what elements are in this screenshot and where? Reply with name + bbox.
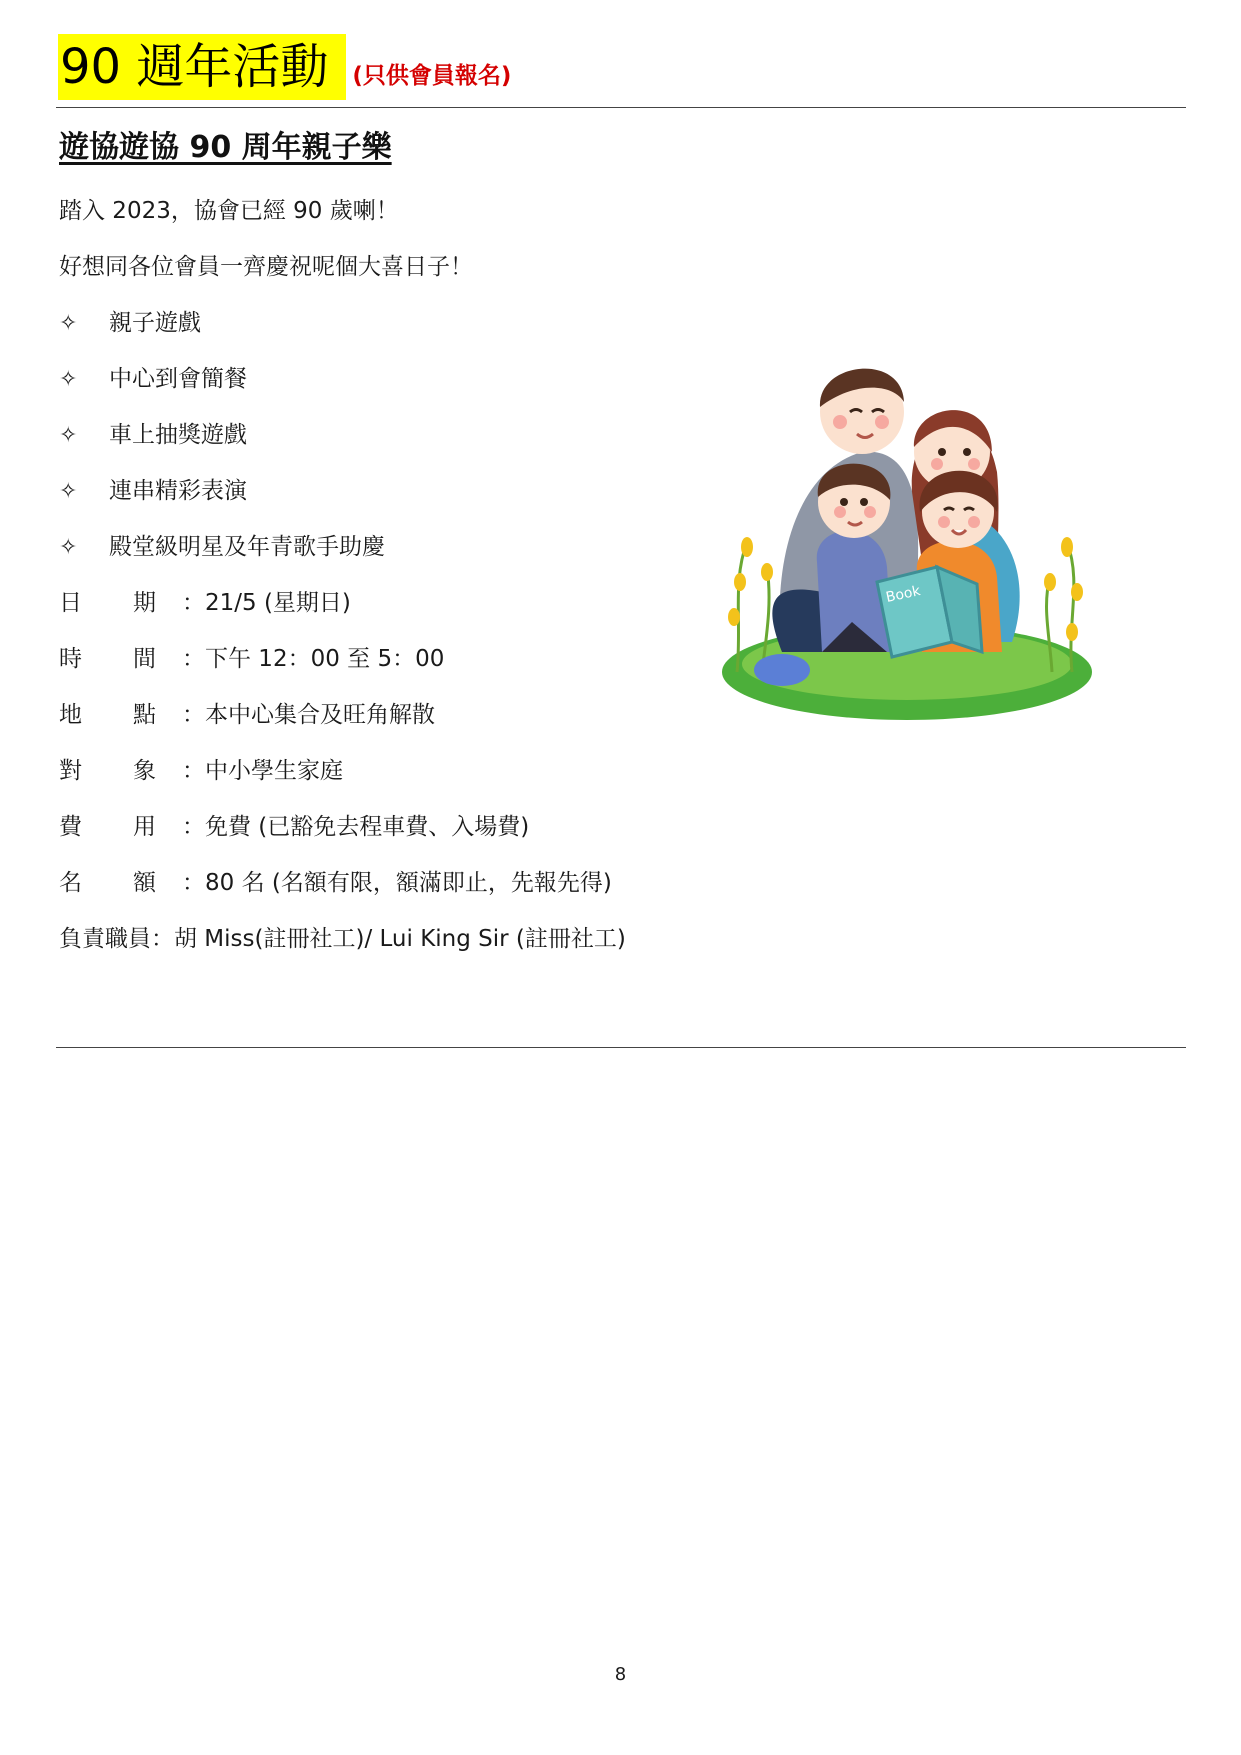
highlight-item	[59, 471, 626, 527]
detail-quota	[59, 863, 626, 919]
highlight-text: 殿堂級明星及年青歌手助慶	[109, 534, 385, 560]
event-title: 遊協遊協 90 周年親子樂	[59, 130, 392, 165]
highlight-text: 親子遊戲	[109, 310, 201, 336]
staff-value: 胡 Miss(註冊社工)/ Lui King Sir (註冊社工)	[174, 926, 626, 952]
sparkle-bullet-icon: ✧	[59, 479, 78, 504]
detail-value: 本中心集合及旺角解散	[205, 702, 435, 728]
detail-value: 21/5 (星期日)	[205, 590, 351, 616]
detail-label: 期	[133, 590, 156, 616]
staff-label: 負責職員	[59, 926, 151, 952]
detail-value: 80 名 (名額有限，額滿即止，先報先得)	[205, 870, 612, 896]
detail-label: 額	[133, 870, 156, 896]
detail-label: 日	[59, 590, 82, 616]
detail-label: 象	[133, 758, 156, 784]
members-only-note: (只供會員報名)	[352, 63, 512, 89]
book-label: Book	[884, 583, 922, 606]
detail-value: 中小學生家庭	[205, 758, 343, 784]
detail-label: 費	[59, 814, 82, 840]
detail-location	[59, 695, 626, 751]
sparkle-bullet-icon: ✧	[59, 367, 78, 392]
detail-value: 免費 (已豁免去程車費、入場費)	[205, 814, 530, 840]
detail-separator: ：	[182, 870, 205, 896]
detail-time	[59, 639, 626, 695]
family-reading-illustration	[712, 352, 1102, 732]
sparkle-bullet-icon: ✧	[59, 423, 78, 448]
detail-date	[59, 583, 626, 639]
event-body	[59, 191, 626, 975]
detail-separator: ：	[182, 702, 205, 728]
sparkle-bullet-icon: ✧	[59, 535, 78, 560]
detail-staff	[59, 919, 626, 975]
bottom-divider	[56, 1047, 1186, 1048]
detail-separator: ：	[182, 590, 205, 616]
detail-value: 下午 12：00 至 5：00	[205, 646, 445, 672]
highlight-item	[59, 415, 626, 471]
header	[58, 28, 511, 100]
detail-separator: ：	[182, 758, 205, 784]
detail-target	[59, 751, 626, 807]
highlight-item	[59, 527, 626, 583]
detail-separator: ：	[182, 814, 205, 840]
detail-separator: ：	[151, 926, 174, 952]
sparkle-bullet-icon: ✧	[59, 311, 78, 336]
top-divider	[56, 107, 1186, 108]
highlight-item	[59, 359, 626, 415]
detail-label: 時	[59, 646, 82, 672]
detail-label: 用	[133, 814, 156, 840]
detail-label: 地	[59, 702, 82, 728]
detail-label: 間	[133, 646, 156, 672]
detail-separator: ：	[182, 646, 205, 672]
highlight-item	[59, 303, 626, 359]
highlight-text: 連串精彩表演	[109, 478, 247, 504]
detail-label: 對	[59, 758, 82, 784]
highlight-text: 中心到會簡餐	[109, 366, 247, 392]
page-title: 90 週年活動	[58, 34, 346, 100]
detail-label: 點	[133, 702, 156, 728]
detail-fee	[59, 807, 626, 863]
page-number: 8	[614, 1664, 627, 1685]
intro-line-2: 好想同各位會員一齊慶祝呢個大喜日子！	[59, 254, 473, 280]
detail-label: 名	[59, 870, 82, 896]
highlight-text: 車上抽獎遊戲	[109, 422, 247, 448]
intro-line-1: 踏入 2023，協會已經 90 歲喇！	[59, 198, 399, 224]
